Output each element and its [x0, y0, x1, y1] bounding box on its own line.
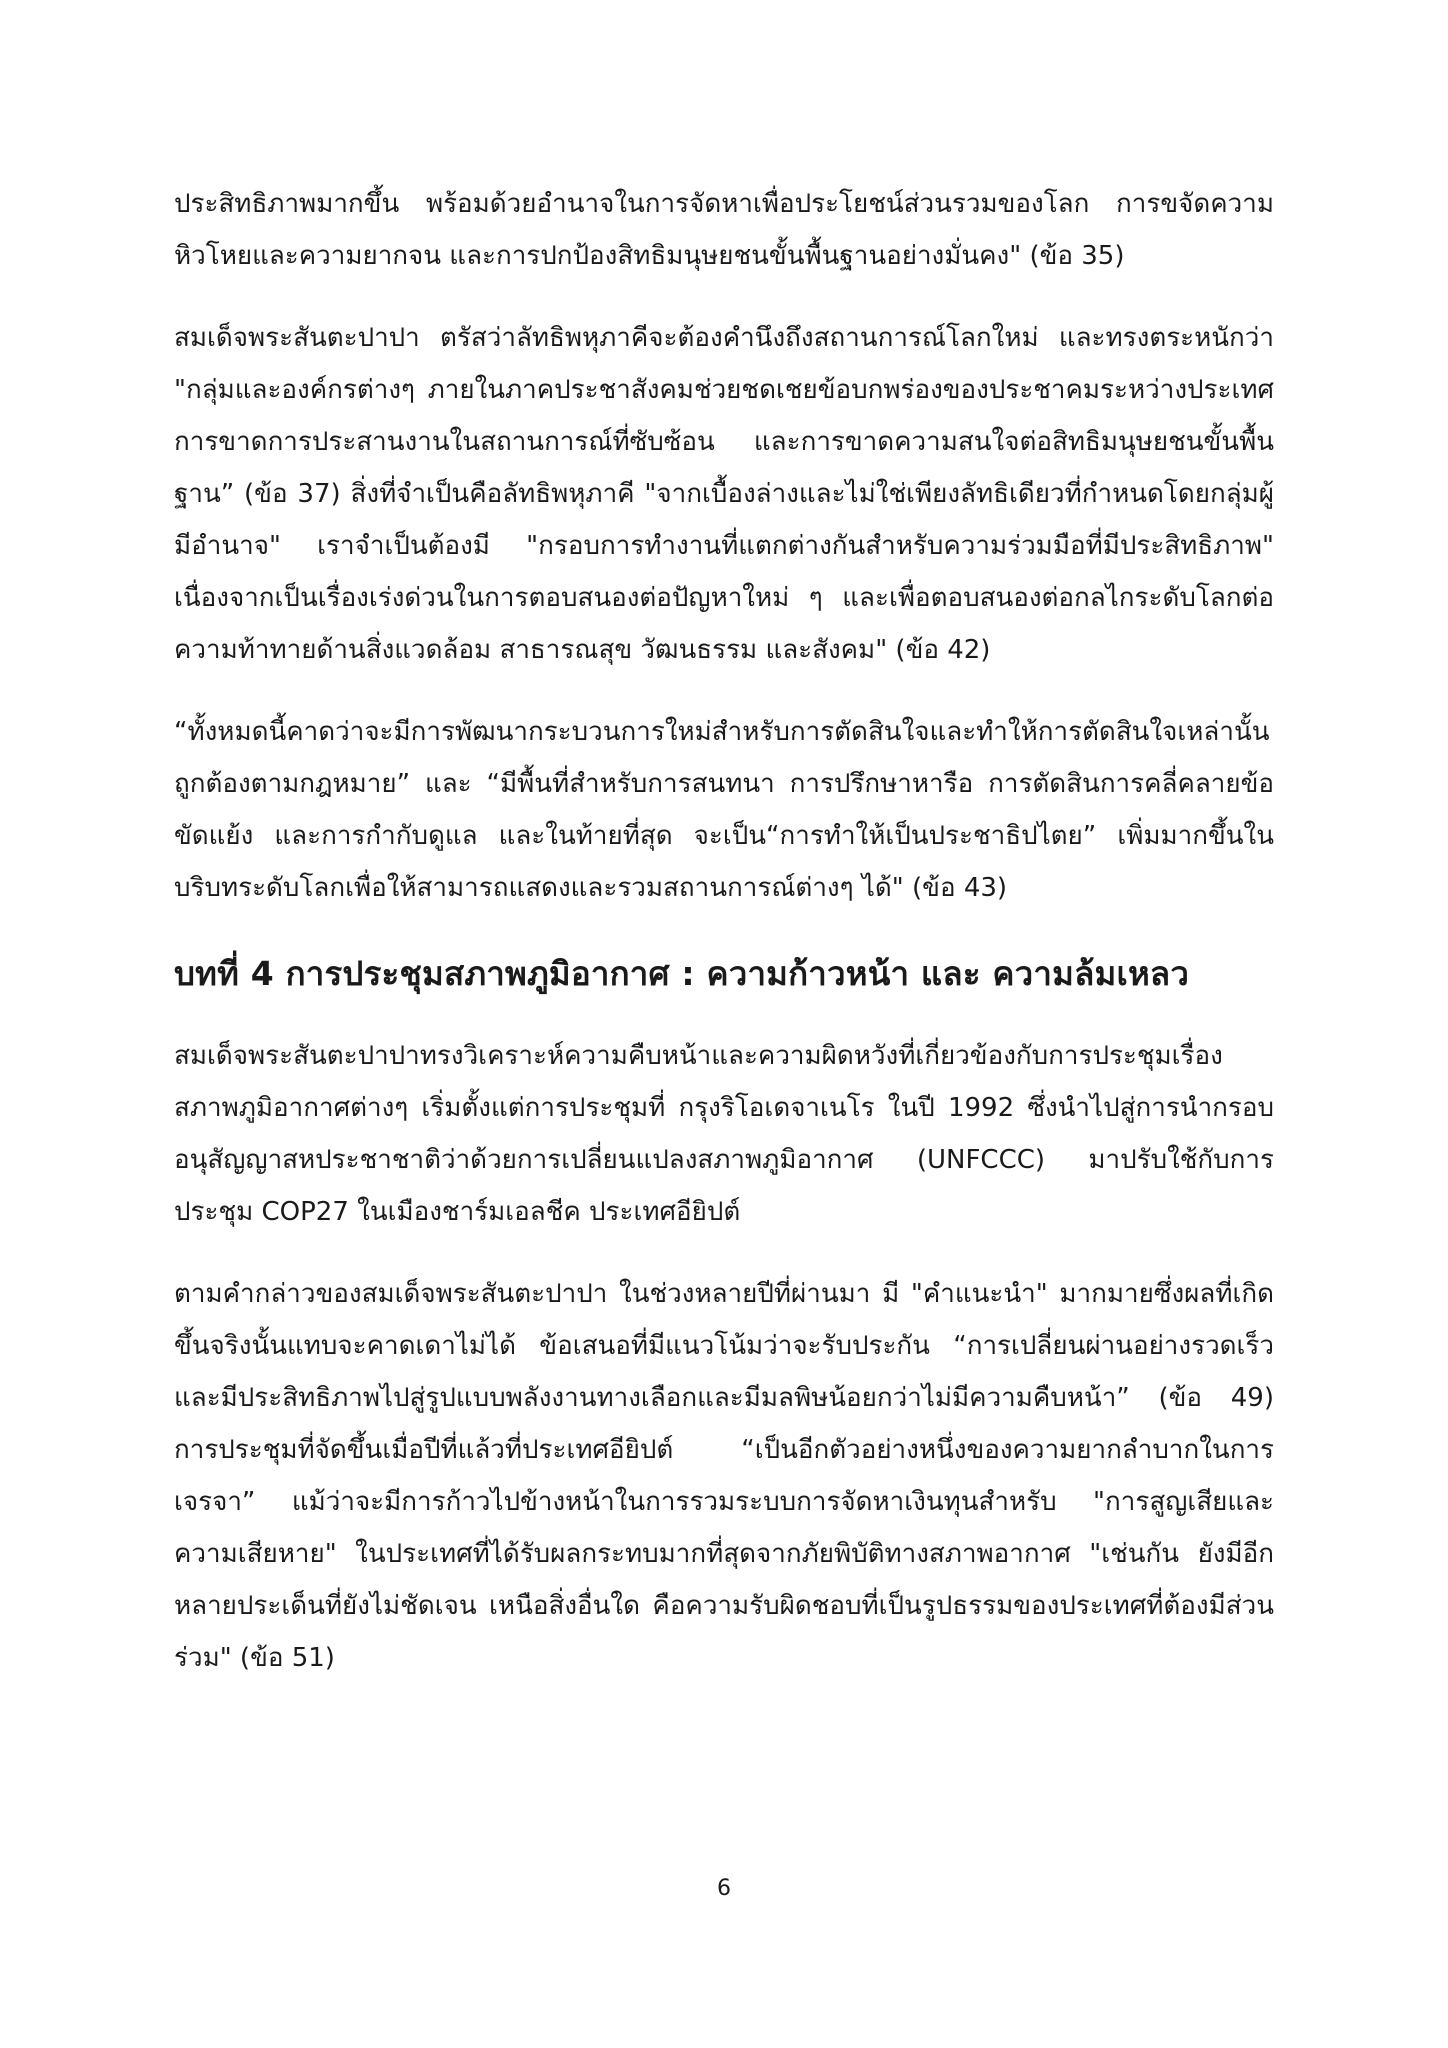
paragraph-continuation: ประสิทธิภาพมากขึ้น พร้อมด้วยอำนาจในการจัดหาเพื่อประโยชน์ส่วนรวมของโลก การขจัดความหิวโหยและความยากจน และการปกป้องสิทธิมนุษยชนขั้นพื้นฐานอย่างมั่นคง" (ข้อ 35) — [174, 189, 1274, 271]
paragraph-cop27-analysis: ตามคำกล่าวของสมเด็จพระสันตะปาปา ในช่วงหลายปีที่ผ่านมา มี "คำแนะนำ" มากมายซึ่งผลที่เกิดขึ้นจริงนั้นแทบจะคาดเดาไม่ได้ ข้อเสนอที่มีแนวโน้มว่าจะรับประกัน “การเปลี่ยนผ่านอย่างรวดเร็วและมีประสิทธิภาพไปสู่รูปแบบพลังงานทางเลือกและมีมลพิษน้อยกว่าไม่มีความคืบหน้า” (ข้อ 49) การประชุมที่จัดขึ้นเมื่อปีที่แล้วที่ประเทศอียิปต์ “เป็นอีกตัวอย่างหนึ่งของความยากลำบากในการเจรจา” แม้ว่าจะมีการก้าวไปข้างหน้าในการรวมระบบการจัดหาเงินทุนสำหรับ "การสูญเสียและความเสียหาย" ในประเทศที่ได้รับผลกระทบมากที่สุดจากภัยพิบัติทางสภาพอากาศ "เช่นกัน ยังมีอีกหลายประเด็นที่ยังไม่ชัดเจน เหนือสิ่งอื่นใด คือความรับผิดชอบที่เป็นรูปธรรมของประเทศที่ต้องมีส่วนร่วม" (ข้อ 51) — [174, 1279, 1274, 1673]
page-number: 6 — [717, 1876, 731, 1901]
paragraph-climate-conferences: สมเด็จพระสันตะปาปาทรงวิเคราะห์ความคืบหน้าและความผิดหวังที่เกี่ยวข้องกับการประชุมเรื่องสภาพภูมิอากาศต่างๆ เริ่มตั้งแต่การประชุมที่ กรุงริโอเดจาเนโร ในปี 1992 ซึ่งนำไปสู่การนำกรอบอนุสัญญาสหประชาชาติว่าด้วยการเปลี่ยนแปลงสภาพภูมิอากาศ (UNFCCC) มาปรับใช้กับการประชุม COP27 ในเมืองชาร์มเอลชีค ประเทศอียิปต์ — [174, 1041, 1274, 1227]
paragraph-new-processes: “ทั้งหมดนี้คาดว่าจะมีการพัฒนากระบวนการใหม่สำหรับการตัดสินใจและทำให้การตัดสินใจเหล่านั้นถูกต้องตามกฎหมาย” และ “มีพื้นที่สำหรับการสนทนา การปรึกษาหารือ การตัดสินการคลี่คลายข้อขัดแย้ง และการกำกับดูแล และในท้ายที่สุด จะเป็น“การทำให้เป็นประชาธิปไตย” เพิ่มมากขึ้นในบริบทระดับโลกเพื่อให้สามารถแสดงและรวมสถานการณ์ต่างๆ ได้" (ข้อ 43) — [174, 717, 1274, 903]
chapter-heading: บทที่ 4 การประชุมสภาพภูมิอากาศ : ความก้าวหน้า และ ความล้มเหลว — [174, 954, 1190, 993]
paragraph-multilateralism: สมเด็จพระสันตะปาปา ตรัสว่าลัทธิพหุภาคีจะต้องคำนึงถึงสถานการณ์โลกใหม่ และทรงตระหนักว่า "กลุ่มและองค์กรต่างๆ ภายในภาคประชาสังคมช่วยชดเชยข้อบกพร่องของประชาคมระหว่างประเทศ การขาดการประสานงานในสถานการณ์ที่ซับซ้อน และการขาดความสนใจต่อสิทธิมนุษยชนขั้นพื้นฐาน” (ข้อ 37) สิ่งที่จำเป็นคือลัทธิพหุภาคี "จากเบื้องล่างและไม่ใช่เพียงลัทธิเดียวที่กำหนดโดยกลุ่มผู้มีอำนาจ" เราจำเป็นต้องมี "กรอบการทำงานที่แตกต่างกันสำหรับความร่วมมือที่มีประสิทธิภาพ" เนื่องจากเป็นเรื่องเร่งด่วนในการตอบสนองต่อปัญหาใหม่ ๆ และเพื่อตอบสนองต่อกลไกระดับโลกต่อความท้าทายด้านสิ่งแวดล้อม สาธารณสุข วัฒนธรรม และสังคม" (ข้อ 42) — [174, 323, 1274, 665]
page-body — [174, 178, 1274, 1714]
